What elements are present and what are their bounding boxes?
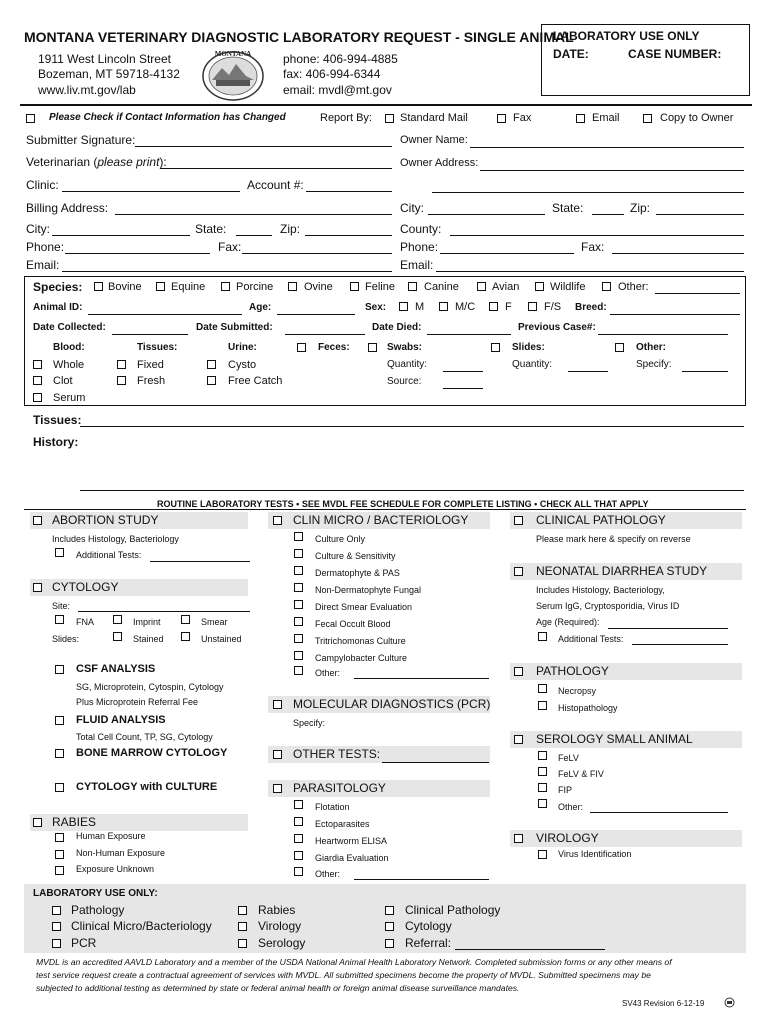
history-label: History: (33, 435, 79, 449)
culture-sensitivity-checkbox[interactable] (294, 549, 303, 558)
footer-line2: test service request create a contractual agreement of services with MVDL. All submitted specimens become the property of MVDL. Submitted specimens may be (36, 970, 651, 980)
fip-checkbox[interactable] (538, 783, 547, 792)
owner-address-label: Owner Address: (400, 157, 479, 169)
history-field[interactable] (80, 490, 744, 491)
histopathology-label: Histopathology (558, 703, 618, 713)
virus-id-checkbox[interactable] (538, 850, 547, 859)
fax-field[interactable] (242, 253, 392, 254)
human-exposure-label: Human Exposure (76, 831, 146, 841)
lab-clin-path-checkbox[interactable] (385, 906, 394, 915)
exposure-unknown-checkbox[interactable] (55, 866, 64, 875)
owner-state-label: State: (552, 201, 584, 215)
micro-other-field[interactable] (354, 678, 489, 679)
contact-changed-checkbox[interactable] (26, 114, 35, 123)
age-field[interactable] (277, 314, 355, 315)
owner-email-label: Email: (400, 258, 434, 272)
virology-checkbox[interactable] (514, 834, 523, 843)
other-tests-checkbox[interactable] (273, 750, 282, 759)
lab-date-label: DATE: (553, 47, 589, 61)
necropsy-label: Necropsy (558, 686, 597, 696)
dermatophyte-checkbox[interactable] (294, 566, 303, 575)
wildlife-label: Wildlife (550, 281, 586, 293)
fna-checkbox[interactable] (55, 615, 64, 624)
billing-field[interactable] (115, 214, 392, 215)
fresh-label: Fresh (137, 375, 166, 387)
whole-blood-checkbox[interactable] (33, 360, 42, 369)
non-dermatophyte-checkbox[interactable] (294, 583, 303, 592)
state-field[interactable] (236, 235, 272, 236)
virus-id-label: Virus Identification (558, 849, 632, 859)
felv-checkbox[interactable] (538, 751, 547, 760)
specify-label: Specify: (636, 359, 672, 370)
address-line2: Bozeman, MT 59718-4132 (38, 67, 180, 81)
standard-mail-checkbox[interactable] (385, 114, 394, 123)
clot-label: Clot (53, 375, 73, 387)
neonatal-additional-field[interactable] (632, 644, 728, 645)
feline-checkbox[interactable] (350, 282, 359, 291)
species-label: Species: (33, 280, 83, 294)
fax-number: fax: 406-994-6344 (283, 67, 381, 81)
ectoparasites-label: Ectoparasites (315, 819, 370, 829)
imprint-checkbox[interactable] (113, 615, 122, 624)
slide-quantity-field[interactable] (568, 371, 608, 372)
lab-cytology-checkbox[interactable] (385, 922, 394, 931)
canine-label: Canine (424, 281, 459, 293)
lab-clin-path-label: Clinical Pathology (405, 903, 501, 917)
neonatal-label: NEONATAL DIARRHEA STUDY (536, 564, 708, 578)
molecular-label: MOLECULAR DIAGNOSTICS (PCR) (293, 697, 491, 711)
owner-phone-field[interactable] (440, 253, 574, 254)
unstained-label: Unstained (201, 634, 242, 644)
zip-field[interactable] (305, 235, 392, 236)
feces-checkbox[interactable] (297, 343, 306, 352)
clin-micro-checkbox[interactable] (273, 516, 282, 525)
email-checkbox[interactable] (576, 114, 585, 123)
sex-mc-label: M/C (455, 301, 476, 313)
fecal-occult-checkbox[interactable] (294, 617, 303, 626)
billing-label: Billing Address: (26, 201, 109, 215)
fip-label: FIP (558, 785, 573, 795)
exposure-unknown-label: Exposure Unknown (76, 864, 155, 874)
tissues-label: Tissues: (33, 413, 82, 427)
footer-line3: subjected to additional testing as determined by state or federal animal health or foreign animal disease surveillance mandates. (36, 983, 520, 993)
owner-name-label: Owner Name: (400, 134, 468, 146)
molecular-checkbox[interactable] (273, 700, 282, 709)
lab-pcr-label: PCR (71, 936, 97, 950)
porcine-label: Porcine (236, 281, 274, 293)
flotation-label: Flotation (315, 802, 350, 812)
city-field[interactable] (52, 235, 190, 236)
felv-fiv-checkbox[interactable] (538, 767, 547, 776)
age-required-label: Age (Required): (536, 617, 600, 627)
felv-label: FeLV (558, 753, 579, 763)
ovine-label: Ovine (304, 281, 333, 293)
breed-label: Breed: (575, 302, 607, 313)
sex-f-checkbox[interactable] (489, 302, 498, 311)
account-label: Account #: (247, 178, 304, 192)
abortion-additional-checkbox[interactable] (55, 548, 64, 557)
swabs-label: Swabs: (387, 342, 423, 353)
owner-fax-label: Fax: (581, 240, 605, 254)
owner-fax-field[interactable] (612, 253, 744, 254)
ovine-checkbox[interactable] (288, 282, 297, 291)
cyto-culture-checkbox[interactable] (55, 783, 64, 792)
account-field[interactable] (306, 191, 392, 192)
pathology-checkbox[interactable] (514, 667, 523, 676)
imprint-label: Imprint (133, 617, 161, 627)
svg-text:MONTANA: MONTANA (214, 50, 252, 58)
cytology-label: CYTOLOGY (52, 580, 119, 594)
tissues-field[interactable] (80, 426, 744, 427)
swab-quantity-label: Quantity: (387, 359, 428, 370)
flotation-checkbox[interactable] (294, 800, 303, 809)
neonatal-additional-checkbox[interactable] (538, 632, 547, 641)
sero-other-field[interactable] (590, 812, 728, 813)
standard-mail-label: Standard Mail (400, 112, 468, 124)
pathology-label: PATHOLOGY (536, 664, 609, 678)
other-tests-field[interactable] (382, 762, 489, 763)
direct-smear-checkbox[interactable] (294, 600, 303, 609)
heartworm-label: Heartworm ELISA (315, 836, 388, 846)
report-by-label: Report By: (320, 112, 372, 124)
date-submitted-label: Date Submitted: (196, 322, 273, 333)
bovine-label: Bovine (108, 281, 142, 293)
clin-path-label: CLINICAL PATHOLOGY (536, 513, 666, 527)
sero-other-label: Other: (558, 802, 584, 812)
urine-label: Urine: (228, 342, 257, 353)
para-other-label: Other: (315, 869, 341, 879)
fecal-occult-label: Fecal Occult Blood (315, 619, 391, 629)
micro-other-label: Other: (315, 668, 341, 678)
email-field[interactable] (62, 271, 392, 272)
date-collected-field[interactable] (112, 334, 188, 335)
sex-f-label: F (505, 301, 512, 313)
sex-m-checkbox[interactable] (399, 302, 408, 311)
csf-note1: SG, Microprotein, Cytospin, Cytology (76, 682, 224, 692)
abortion-study-checkbox[interactable] (33, 516, 42, 525)
serology-label: SEROLOGY SMALL ANIMAL (536, 732, 693, 746)
histopathology-checkbox[interactable] (538, 701, 547, 710)
equine-checkbox[interactable] (156, 282, 165, 291)
specify-field[interactable] (682, 371, 728, 372)
clinic-label: Clinic: (26, 178, 59, 192)
lab-rabies-checkbox[interactable] (238, 906, 247, 915)
canine-checkbox[interactable] (408, 282, 417, 291)
cysto-label: Cysto (228, 359, 257, 371)
avian-label: Avian (492, 281, 520, 293)
address-line1: 1911 West Lincoln Street (38, 52, 171, 66)
swab-source-field[interactable] (443, 388, 483, 389)
date-submitted-field[interactable] (285, 334, 365, 335)
lab-pcr-checkbox[interactable] (52, 939, 61, 948)
lab-case-label: CASE NUMBER: (628, 47, 722, 61)
date-collected-label: Date Collected: (33, 322, 106, 333)
lab-referral-label: Referral: (405, 936, 452, 950)
abortion-study-label: ABORTION STUDY (52, 513, 159, 527)
serum-label: Serum (53, 392, 86, 404)
neonatal-checkbox[interactable] (514, 567, 523, 576)
clin-micro-label: CLIN MICRO / BACTERIOLOGY (293, 513, 469, 527)
species-animal-box (24, 276, 746, 406)
form-title: MONTANA VETERINARY DIAGNOSTIC LABORATORY REQUEST - SINGLE ANIMAL (24, 29, 574, 45)
other-species-field[interactable] (655, 293, 740, 294)
campylobacter-label: Campylobacter Culture (315, 653, 408, 663)
neonatal-note2: Serum IgG, Cryptosporidia, Virus ID (536, 601, 680, 611)
slides-cyto-label: Slides: (52, 634, 80, 644)
submitter-signature-field[interactable] (135, 146, 392, 147)
human-exposure-checkbox[interactable] (55, 833, 64, 842)
sero-other-checkbox[interactable] (538, 799, 547, 808)
owner-email-field[interactable] (436, 271, 744, 272)
email-address[interactable]: email: mvdl@mt.gov (283, 83, 392, 97)
fresh-checkbox[interactable] (117, 376, 126, 385)
owner-address-field[interactable] (480, 170, 744, 171)
date-died-label: Date Died: (372, 322, 422, 333)
cyto-culture-label: CYTOLOGY with CULTURE (76, 781, 218, 793)
stained-checkbox[interactable] (113, 632, 122, 641)
other-species-checkbox[interactable] (602, 282, 611, 291)
porcine-checkbox[interactable] (221, 282, 230, 291)
micro-other-checkbox[interactable] (294, 666, 303, 675)
fluid-note: Total Cell Count, TP, SG, Cytology (76, 732, 213, 742)
free-catch-checkbox[interactable] (207, 376, 216, 385)
other-tests-label: OTHER TESTS: (293, 747, 381, 761)
fax-field-label: Fax: (218, 240, 242, 254)
sex-label: Sex: (365, 302, 387, 313)
owner-zip-label: Zip: (630, 201, 651, 215)
tests-header-rule (24, 509, 746, 510)
lab-clin-micro-label: Clinical Micro/Bacteriology (71, 919, 212, 933)
email-field-label: Email: (26, 258, 60, 272)
tritrichomonas-label: Tritrichomonas Culture (315, 636, 406, 646)
clot-checkbox[interactable] (33, 376, 42, 385)
abortion-additional-field[interactable] (150, 561, 250, 562)
giardia-label: Giardia Evaluation (315, 853, 389, 863)
whole-blood-label: Whole (53, 359, 85, 371)
ectoparasites-checkbox[interactable] (294, 817, 303, 826)
montana-seal-logo (198, 46, 268, 102)
copy-owner-checkbox[interactable] (643, 114, 652, 123)
fixed-label: Fixed (137, 359, 164, 371)
culture-sensitivity-label: Culture & Sensitivity (315, 551, 396, 561)
smear-checkbox[interactable] (181, 615, 190, 624)
slides-checkbox[interactable] (491, 343, 500, 352)
sex-m-label: M (415, 301, 425, 313)
other-specimen-label: Other: (636, 342, 666, 353)
csf-label: CSF ANALYSIS (76, 663, 156, 675)
owner-city-field[interactable] (428, 214, 545, 215)
feces-label: Feces: (318, 342, 350, 353)
swabs-checkbox[interactable] (368, 343, 377, 352)
owner-phone-label: Phone: (400, 240, 439, 254)
lab-use-bottom-title: LABORATORY USE ONLY: (33, 888, 158, 899)
avian-checkbox[interactable] (477, 282, 486, 291)
animal-id-field[interactable] (88, 314, 242, 315)
site-label: Site: (52, 601, 71, 611)
slides-label: Slides: (512, 342, 545, 353)
other-specimen-checkbox[interactable] (615, 343, 624, 352)
rabies-checkbox[interactable] (33, 818, 42, 827)
cytology-checkbox[interactable] (33, 583, 42, 592)
header-divider (20, 104, 752, 106)
lab-clin-micro-checkbox[interactable] (52, 922, 61, 931)
lab-pathology-checkbox[interactable] (52, 906, 61, 915)
lab-cytology-label: Cytology (405, 919, 452, 933)
phone-number: phone: 406-994-4885 (283, 52, 398, 66)
nonhuman-exposure-label: Non-Human Exposure (76, 848, 166, 858)
breed-field[interactable] (610, 314, 740, 315)
lab-virology-label: Virology (258, 919, 302, 933)
lab-referral-field[interactable] (455, 949, 605, 950)
revision-label: SV43 Revision 6-12-19 (622, 999, 705, 1008)
email-label: Email (592, 112, 620, 124)
bone-marrow-checkbox[interactable] (55, 749, 64, 758)
non-dermatophyte-label: Non-Dermatophyte Fungal (315, 585, 422, 595)
animal-id-label: Animal ID: (33, 302, 83, 313)
state-label: State: (195, 222, 227, 236)
previous-case-label: Previous Case#: (518, 322, 596, 333)
veterinarian-label: Veterinarian (please print): (26, 155, 167, 169)
equine-label: Equine (171, 281, 206, 293)
fax-checkbox[interactable] (497, 114, 506, 123)
campylobacter-checkbox[interactable] (294, 651, 303, 660)
swab-source-label: Source: (387, 376, 422, 387)
sex-mc-checkbox[interactable] (439, 302, 448, 311)
county-field[interactable] (450, 235, 744, 236)
zip-label: Zip: (280, 222, 301, 236)
molecular-specify-label: Specify: (293, 718, 326, 728)
tissues-specimen-label: Tissues: (137, 342, 178, 353)
footer-line1: MVDL is an accredited AAVLD Laboratory and a member of the USDA National Animal Health Laboratory Network. Completed submission forms or any other means of (36, 957, 672, 967)
neonatal-additional-label: Additional Tests: (558, 634, 624, 644)
neonatal-note1: Includes Histology, Bacteriology, (536, 585, 665, 595)
sex-fs-checkbox[interactable] (528, 302, 537, 311)
clin-path-checkbox[interactable] (514, 516, 523, 525)
slide-quantity-label: Quantity: (512, 359, 553, 370)
free-catch-label: Free Catch (228, 375, 283, 387)
smear-label: Smear (201, 617, 228, 627)
parasitology-checkbox[interactable] (273, 784, 282, 793)
copy-owner-label: Copy to Owner (660, 112, 734, 124)
parasitology-label: PARASITOLOGY (293, 781, 386, 795)
fna-label: FNA (76, 617, 94, 627)
bovine-checkbox[interactable] (94, 282, 103, 291)
cysto-checkbox[interactable] (207, 360, 216, 369)
abortion-note: Includes Histology, Bacteriology (52, 534, 179, 544)
date-died-field[interactable] (427, 334, 511, 335)
phone-label: Phone: (26, 240, 65, 254)
site-field[interactable] (78, 611, 250, 612)
contact-changed-label: Please Check if Contact Information has Changed (49, 112, 286, 123)
felv-fiv-label: FeLV & FIV (558, 769, 604, 779)
wildlife-checkbox[interactable] (535, 282, 544, 291)
lab-rabies-label: Rabies (258, 903, 296, 917)
culture-only-label: Culture Only (315, 534, 366, 544)
lab-pathology-label: Pathology (71, 903, 125, 917)
owner-state-field[interactable] (592, 214, 624, 215)
necropsy-checkbox[interactable] (538, 684, 547, 693)
other-species-label: Other: (618, 281, 649, 293)
abortion-additional-label: Additional Tests: (76, 550, 142, 560)
bone-marrow-label: BONE MARROW CYTOLOGY (76, 747, 228, 759)
rabies-label: RABIES (52, 815, 97, 829)
lab-referral-checkbox[interactable] (385, 939, 394, 948)
heartworm-checkbox[interactable] (294, 834, 303, 843)
fluid-checkbox[interactable] (55, 716, 64, 725)
nonhuman-exposure-checkbox[interactable] (55, 850, 64, 859)
previous-case-field[interactable] (598, 334, 728, 335)
fluid-label: FLUID ANALYSIS (76, 714, 166, 726)
county-label: County: (400, 222, 442, 236)
virology-label: VIROLOGY (536, 831, 599, 845)
owner-city-label: City: (400, 201, 424, 215)
sex-fs-label: F/S (544, 301, 562, 313)
tests-header: ROUTINE LABORATORY TESTS • SEE MVDL FEE SCHEDULE FOR COMPLETE LISTING • CHECK ALL THAT APPLY (157, 499, 649, 509)
lab-serology-label: Serology (258, 936, 306, 950)
owner-address-field-2[interactable] (432, 192, 744, 193)
clinic-field[interactable] (62, 191, 240, 192)
direct-smear-label: Direct Smear Evaluation (315, 602, 413, 612)
fixed-checkbox[interactable] (117, 360, 126, 369)
lab-serology-checkbox[interactable] (238, 939, 247, 948)
giardia-checkbox[interactable] (294, 851, 303, 860)
para-other-checkbox[interactable] (294, 867, 303, 876)
owner-zip-field[interactable] (656, 214, 744, 215)
feline-label: Feline (365, 281, 395, 293)
lab-virology-checkbox[interactable] (238, 922, 247, 931)
csf-note2: Plus Microprotein Referral Fee (76, 697, 199, 707)
website-link[interactable]: www.liv.mt.gov/lab (38, 83, 136, 97)
veterinarian-field[interactable] (160, 168, 392, 169)
dermatophyte-label: Dermatophyte & PAS (315, 568, 400, 578)
fax-label: Fax (513, 112, 532, 124)
city-label: City: (26, 222, 50, 236)
para-other-field[interactable] (354, 879, 489, 880)
culture-only-checkbox[interactable] (294, 532, 303, 541)
serology-checkbox[interactable] (514, 735, 523, 744)
union-bug-icon (724, 997, 735, 1011)
unstained-checkbox[interactable] (181, 632, 190, 641)
swab-quantity-field[interactable] (443, 371, 483, 372)
submitter-signature-label: Submitter Signature: (26, 133, 136, 147)
age-required-field[interactable] (608, 628, 728, 629)
serum-checkbox[interactable] (33, 393, 42, 402)
blood-label: Blood: (53, 342, 85, 353)
clin-path-note: Please mark here & specify on reverse (536, 534, 691, 544)
owner-name-field[interactable] (470, 147, 744, 148)
age-label: Age: (249, 302, 272, 313)
stained-label: Stained (133, 634, 164, 644)
lab-use-title: LABORATORY USE ONLY (553, 29, 700, 43)
tritrichomonas-checkbox[interactable] (294, 634, 303, 643)
csf-checkbox[interactable] (55, 665, 64, 674)
phone-field[interactable] (65, 253, 210, 254)
